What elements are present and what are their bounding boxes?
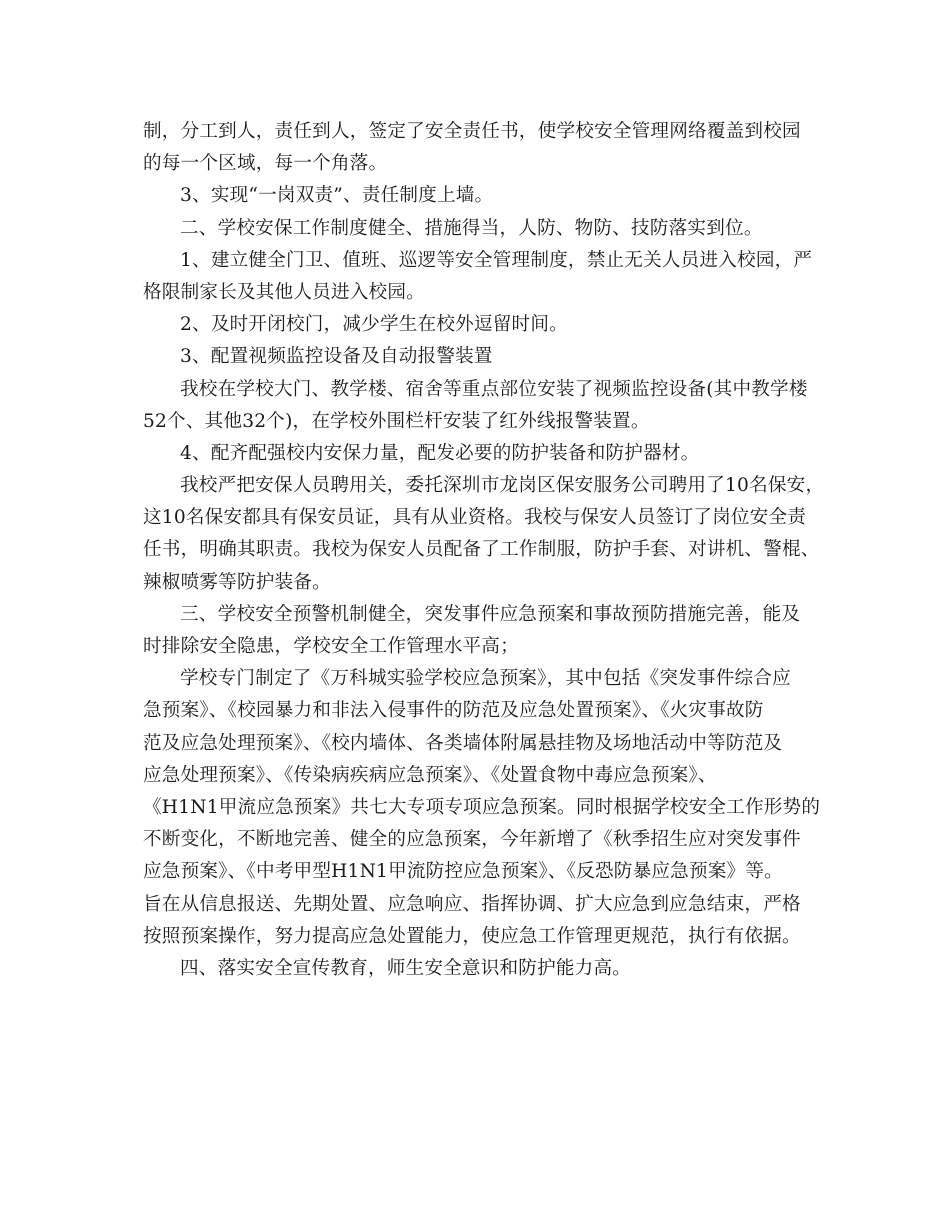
- text-line: 我校在学校大门、教学楼、宿舍等重点部位安装了视频监控设备(其中教学楼: [180, 378, 808, 400]
- text-line: 按照预案操作，努力提高应急处置能力，使应急工作管理更规范，执行有依据。: [143, 925, 801, 947]
- text-line: 应急处理预案》、《传染病疾病应急预案》、《处置食物中毒应急预案》、: [143, 764, 717, 786]
- text-line: 制，分工到人，责任到人，签定了安全责任书，使学校安全管理网络覆盖到校园: [143, 121, 801, 142]
- text-line: 辣椒喷雾等防护装备。: [143, 571, 331, 593]
- text-line: 任书，明确其职责。我校为保安人员配备了工作制服，防护手套、对讲机、警棍、: [143, 539, 820, 561]
- text-line: 急预案》、《校园暴力和非法入侵事件的防范及应急处置预案》、《火灾事故防: [143, 700, 764, 722]
- document-body: [143, 116, 825, 985]
- text-line: 这10名保安都具有保安员证，具有从业资格。我校与保安人员签订了岗位安全责: [143, 507, 807, 529]
- text-line: 四、落实安全宣传教育，师生安全意识和防护能力高。: [180, 957, 632, 979]
- text-line: 格限制家长及其他人员进入校园。: [143, 281, 425, 303]
- text-line: 的每一个区域，每一个角落。: [143, 153, 388, 175]
- text-line: 52个、其他32个)，在学校外围栏杆安装了红外线报警装置。: [143, 410, 650, 432]
- text-line: 范及应急处理预案》、《校内墙体、各类墙体附属悬挂物及场地活动中等防范及: [143, 732, 783, 754]
- text-line: 时排除安全隐患，学校安全工作管理水平高；: [143, 636, 519, 657]
- text-line: 应急预案》、《中考甲型H1N1甲流防控应急预案》、《反恐防暴应急预案》等。: [143, 861, 783, 883]
- text-line: 三、学校安全预警机制健全，突发事件应急预案和事故预防措施完善，能及: [180, 603, 801, 625]
- text-line: 1、建立健全门卫、值班、巡逻等安全管理制度，禁止无关人员进入校园，严: [180, 249, 813, 271]
- text-line: 2、及时开闭校门，减少学生在校外逗留时间。: [180, 314, 568, 336]
- text-line: 4、配齐配强校内安保力量，配发必要的防护装备和防护器材。: [180, 442, 700, 464]
- text-line: 二、学校安保工作制度健全、措施得当，人防、物防、技防落实到位。: [180, 217, 763, 239]
- text-line: 3、配置视频监控设备及自动报警装置: [180, 346, 493, 368]
- text-line: 不断变化，不断地完善、健全的应急预案，今年新增了《秋季招生应对突发事件: [143, 829, 801, 851]
- text-line: 我校严把安保人员聘用关，委托深圳市龙岗区保安服务公司聘用了10名保安，: [180, 475, 825, 497]
- text-line: 学校专门制定了《万科城实验学校应急预案》，其中包括《突发事件综合应: [180, 668, 791, 690]
- text-line: 旨在从信息报送、先期处置、应急响应、指挥协调、扩大应急到应急结束，严格: [143, 893, 801, 915]
- text-line: 3、实现“一岗双责”、责任制度上墙。: [180, 185, 494, 207]
- text-line: 《H1N1甲流应急预案》共七大专项专项应急预案。同时根据学校安全工作形势的: [143, 796, 821, 818]
